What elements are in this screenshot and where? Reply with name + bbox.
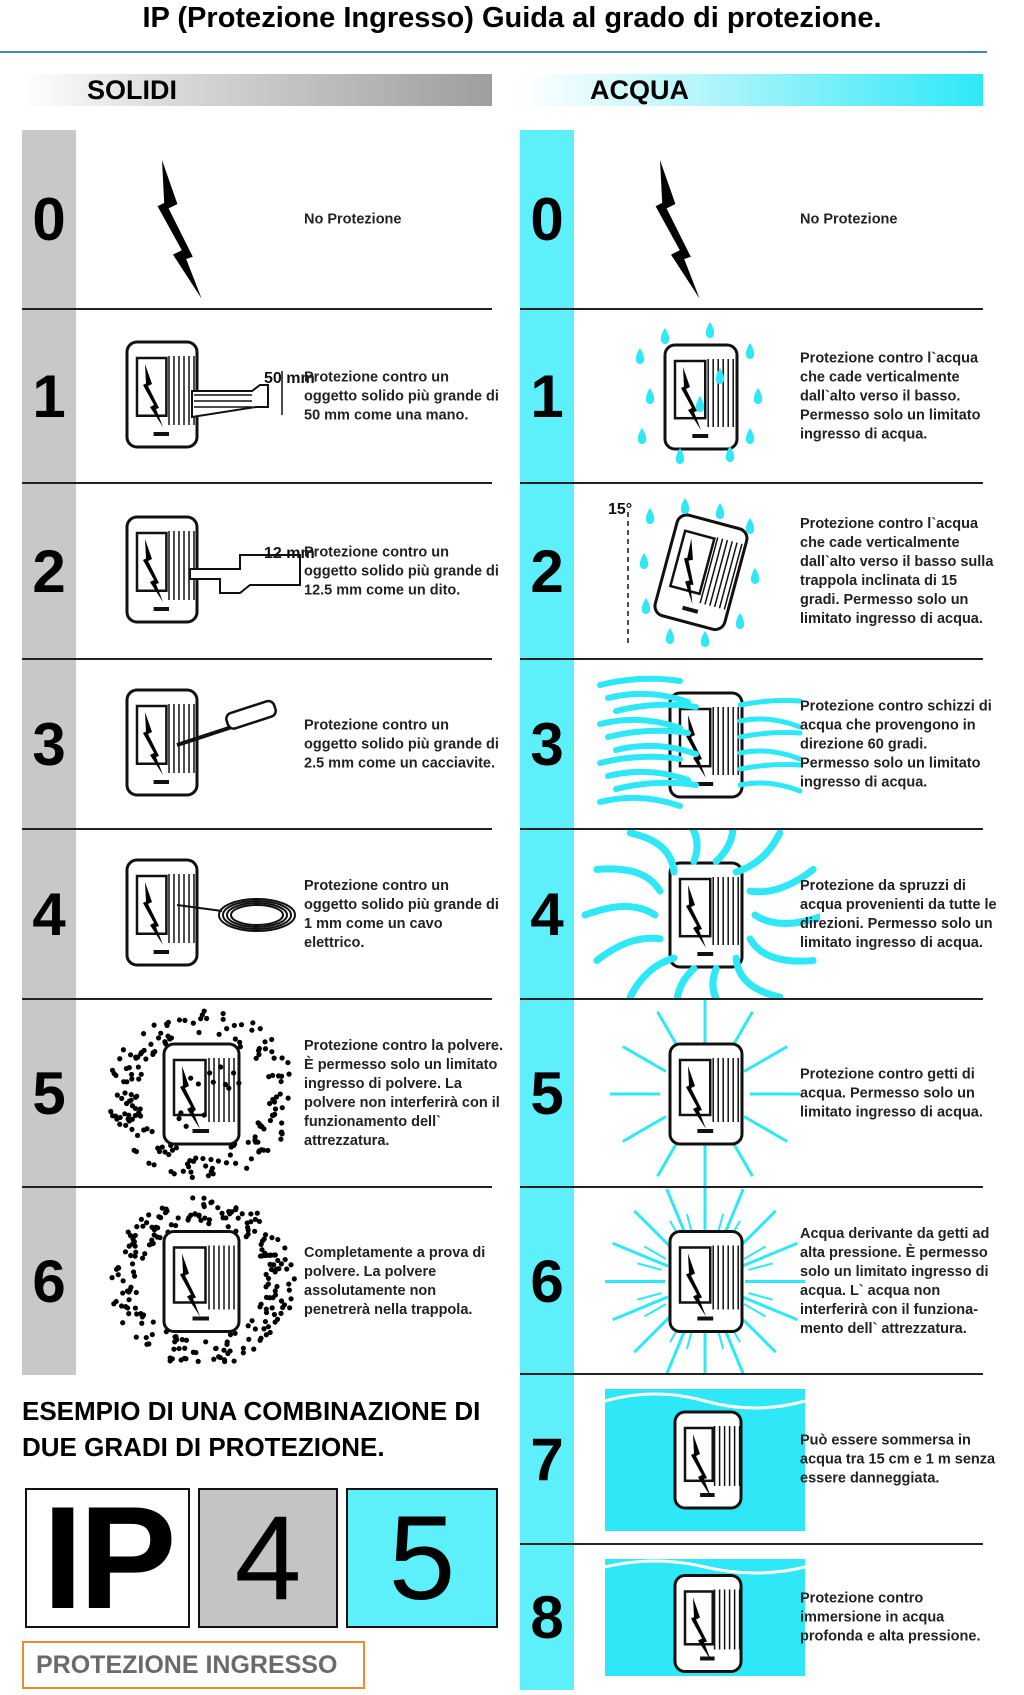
water-row-7 (520, 1375, 996, 1545)
splash-icon (580, 830, 825, 1000)
lightning-icon (82, 130, 327, 310)
level-description: Completamente a prova di polvere. La polvere assolutamente non penetrerà nella trappola. (304, 1244, 486, 1318)
ip-water-digit-box (346, 1488, 498, 1628)
level-description: Protezione da spruzzi di acqua provenienti da tutte le direzioni. Permesso solo un limitato ingresso di acqua. (800, 878, 997, 951)
level-description: Acqua derivante da getti ad alta pressione. È permesso solo un limitato ingresso di acqua. L` acqua non interferirà con il funziona-mento dell` attrezzatura. (800, 1225, 990, 1337)
level-description: Protezione contro l`acqua che cade verticalmente dall`alto verso il basso sulla trappola inclinata di 15 gradi. Permesso solo un limitato ingresso di acqua. (800, 516, 994, 627)
level-description: Protezione contro un oggetto solido più grande di 12.5 mm come un dito. (304, 544, 499, 599)
level-description: Protezione contro schizzi di acqua che provengono in direzione 60 gradi. Permesso solo un limitato ingresso di acqua. (800, 698, 992, 791)
level-number: 0 (32, 186, 66, 253)
water-row-4 (520, 830, 997, 1000)
water-jets-icon (580, 1000, 825, 1188)
level-description: Protezione contro immersione in acqua profonda e alta pressione. (800, 1590, 981, 1644)
acqua-header (520, 74, 983, 106)
level-number: 2 (530, 538, 564, 605)
level-number: 3 (32, 711, 66, 778)
water-row-1 (520, 310, 983, 484)
solid-row-1 (22, 310, 499, 484)
level-description: Protezione contro un oggetto solido più grande di 1 mm come un cavo elettrico. (304, 878, 499, 951)
level-description: Protezione contro la polvere. È permesso solo un limitato ingresso di polvere. La polvere non interferirà con il funzionamento dell` attrezzatura. (304, 1038, 504, 1149)
solid-row-3 (22, 660, 499, 830)
powerful-jets-icon (580, 1188, 825, 1375)
dust-icon (82, 1000, 327, 1188)
dust-tight-icon (82, 1188, 327, 1375)
ingress-label: PROTEZIONE INGRESSO (36, 1651, 338, 1679)
immersion-icon (580, 1375, 825, 1545)
ip-solid-digit: 4 (234, 1491, 302, 1625)
level-number: 0 (530, 186, 564, 253)
level-description: Protezione contro un oggetto solido più grande di 50 mm come una mano. (304, 369, 499, 424)
page-title: IP (Protezione Ingresso) Guida al grado di protezione. (142, 2, 882, 34)
level-number: 6 (32, 1247, 66, 1315)
level-number: 4 (32, 881, 66, 948)
ingress-label-box (22, 1641, 365, 1689)
water-row-8 (520, 1545, 983, 1690)
water-row-2 (520, 484, 994, 660)
water-row-3 (520, 660, 992, 830)
level-number: 7 (530, 1426, 564, 1493)
solidi-header-label: SOLIDI (87, 75, 178, 105)
title-divider (0, 51, 987, 53)
solid-row-4 (22, 830, 499, 1000)
deep-immersion-icon (580, 1545, 825, 1690)
illustration-label: 15° (608, 501, 633, 518)
wire-coil-icon (82, 830, 327, 1000)
solid-row-0 (22, 130, 492, 310)
ip-code-box (25, 1476, 190, 1639)
level-number: 3 (530, 711, 564, 778)
water-row-0 (520, 130, 983, 310)
solidi-header (22, 74, 492, 106)
screwdriver-icon (82, 660, 327, 830)
ip-water-digit: 5 (388, 1491, 456, 1625)
acqua-header-label: ACQUA (590, 75, 689, 105)
level-number: 5 (530, 1060, 564, 1127)
level-number: 4 (530, 881, 564, 948)
solid-row-6 (22, 1188, 492, 1375)
ip-letters: IP (42, 1476, 173, 1639)
level-number: 8 (530, 1583, 564, 1651)
level-number: 6 (530, 1247, 564, 1315)
water-row-6 (520, 1188, 990, 1375)
illustration-label: 12 mm (264, 545, 315, 562)
level-description: Protezione contro getti di acqua. Permesso solo un limitato ingresso di acqua. (800, 1066, 983, 1121)
water-row-5 (520, 1000, 983, 1188)
level-number: 1 (530, 363, 564, 430)
level-number: 1 (32, 363, 66, 430)
dripping-water-icon (580, 310, 825, 484)
level-description: No Protezione (304, 211, 402, 228)
level-description: Protezione contro l`acqua che cade verticalmente dall`alto verso il basso. Permesso solo un limitato ingresso di acqua. (800, 350, 981, 443)
tilted-drip-icon (580, 484, 825, 660)
solid-row-5 (22, 1000, 504, 1188)
level-number: 5 (32, 1060, 66, 1127)
lightning-icon (580, 130, 825, 310)
level-description: Protezione contro un oggetto solido più grande di 2.5 mm come un cacciavite. (304, 717, 499, 772)
spray-icon (580, 660, 825, 830)
level-description: No Protezione (800, 211, 898, 228)
illustration-label: 50 mm (264, 370, 315, 387)
level-number: 2 (32, 538, 66, 605)
example-title: ESEMPIO DI UNA COMBINAZIONE DI DUE GRADI DI PROTEZIONE. (22, 1396, 481, 1462)
finger-icon (82, 484, 327, 660)
level-description: Può essere sommersa in acqua tra 15 cm e 1 m senza essere danneggiata. (800, 1432, 996, 1487)
hand-icon (82, 310, 327, 484)
solid-row-2 (22, 484, 499, 660)
ip-solid-digit-box (198, 1488, 338, 1628)
